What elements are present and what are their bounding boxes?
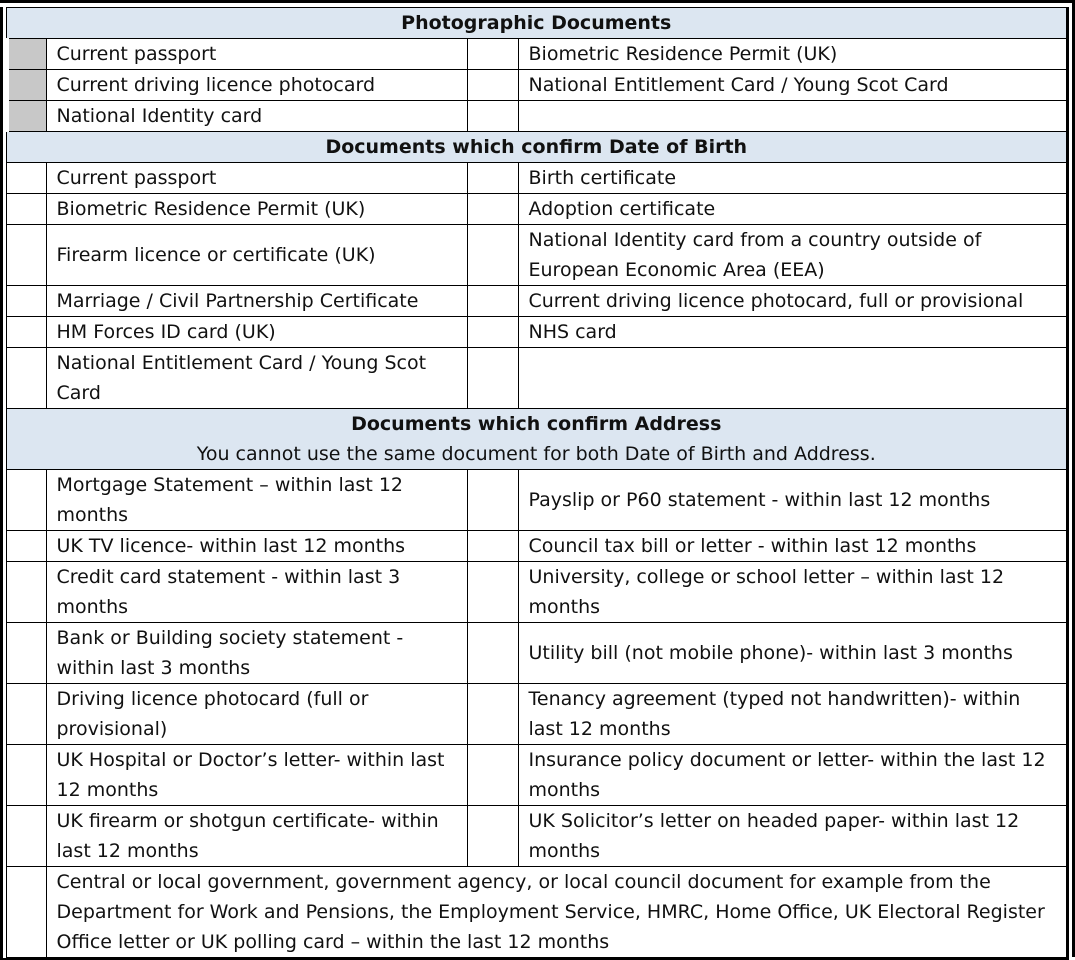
- document-label-right: NHS card: [518, 317, 1067, 348]
- checkbox-right[interactable]: [467, 163, 518, 194]
- checkbox-right[interactable]: [467, 745, 518, 806]
- document-label-full: Central or local government, government agency, or local council document for example from the Department for Work and Pensions, the Employment Service, HMRC, Home Office, UK Electoral Register Office letter or UK polling card – within the last 12 months: [46, 867, 1067, 958]
- document-label-left: Firearm licence or certificate (UK): [46, 225, 467, 286]
- document-label-right: Payslip or P60 statement - within last 12 months: [518, 470, 1067, 531]
- checkbox-left[interactable]: [6, 623, 46, 684]
- checkbox-right[interactable]: [467, 101, 518, 132]
- document-label-right: UK Solicitor’s letter on headed paper- within last 12 months: [518, 806, 1067, 867]
- document-label-right: Utility bill (not mobile phone)- within last 3 months: [518, 623, 1067, 684]
- table-row: [6, 101, 1067, 132]
- document-label-right: Adoption certificate: [518, 194, 1067, 225]
- document-label-left: HM Forces ID card (UK): [46, 317, 467, 348]
- checkbox-left[interactable]: [6, 562, 46, 623]
- document-label-left: Current passport: [46, 163, 467, 194]
- document-label-right: University, college or school letter – within last 12 months: [518, 562, 1067, 623]
- top-border: [0, 0, 1075, 3]
- table-row: [6, 684, 1067, 745]
- checkbox-left[interactable]: [6, 194, 46, 225]
- checkbox-left[interactable]: [6, 163, 46, 194]
- checkbox-left[interactable]: [6, 531, 46, 562]
- checkbox-left[interactable]: [6, 70, 46, 101]
- table-row: [6, 470, 1067, 531]
- document-label-left: Bank or Building society statement - within last 3 months: [46, 623, 467, 684]
- checkbox-right[interactable]: [467, 623, 518, 684]
- table-row: [6, 194, 1067, 225]
- document-label-left: Current passport: [46, 39, 467, 70]
- section-subtitle: You cannot use the same document for both Date of Birth and Address.: [196, 443, 876, 465]
- document-label-left: Mortgage Statement – within last 12 months: [46, 470, 467, 531]
- table-row: [6, 623, 1067, 684]
- document-label-left: National Identity card: [46, 101, 467, 132]
- table-row: [6, 163, 1067, 194]
- table-row: [6, 225, 1067, 286]
- checkbox-left[interactable]: [6, 806, 46, 867]
- section-title: Documents which confirm Date of Birth: [325, 136, 748, 158]
- section-header-cell: [6, 409, 1067, 470]
- checkbox-left[interactable]: [6, 101, 46, 132]
- checkbox-left[interactable]: [6, 348, 46, 409]
- checkbox-left[interactable]: [6, 39, 46, 70]
- checkbox-right[interactable]: [467, 684, 518, 745]
- document-label-left: UK Hospital or Doctor’s letter- within last 12 months: [46, 745, 467, 806]
- table-row: [6, 745, 1067, 806]
- document-label-left: UK TV licence- within last 12 months: [46, 531, 467, 562]
- checkbox-right[interactable]: [467, 531, 518, 562]
- section-header-cell: [6, 132, 1067, 163]
- document-label-right: National Entitlement Card / Young Scot Card: [518, 70, 1067, 101]
- document-label-left: National Entitlement Card / Young Scot Card: [46, 348, 467, 409]
- checkbox-right[interactable]: [467, 470, 518, 531]
- document-label-left: Biometric Residence Permit (UK): [46, 194, 467, 225]
- checkbox-left[interactable]: [6, 684, 46, 745]
- checkbox-right[interactable]: [467, 225, 518, 286]
- checkbox-right[interactable]: [467, 348, 518, 409]
- checkbox-right[interactable]: [467, 806, 518, 867]
- table-row: [6, 806, 1067, 867]
- table-row: [6, 286, 1067, 317]
- table-row: [6, 348, 1067, 409]
- section-header-address: [6, 409, 1067, 470]
- document-label-right: Birth certificate: [518, 163, 1067, 194]
- table-row-full: [6, 867, 1067, 958]
- checkbox-right[interactable]: [467, 286, 518, 317]
- checkbox-left[interactable]: [6, 286, 46, 317]
- checkbox-left[interactable]: [6, 225, 46, 286]
- document-label-left: Credit card statement - within last 3 months: [46, 562, 467, 623]
- checkbox-left[interactable]: [6, 317, 46, 348]
- id-documents-table: [0, 7, 1069, 960]
- checkbox-left[interactable]: [6, 745, 46, 806]
- document-label-left: Current driving licence photocard: [46, 70, 467, 101]
- section-header-photographic: [6, 8, 1067, 39]
- document-label-right: Biometric Residence Permit (UK): [518, 39, 1067, 70]
- table-row: [6, 531, 1067, 562]
- table-row: [6, 317, 1067, 348]
- section-title: Documents which confirm Address: [351, 413, 722, 435]
- document-label-right: Insurance policy document or letter- within the last 12 months: [518, 745, 1067, 806]
- document-label-right: Council tax bill or letter - within last 12 months: [518, 531, 1067, 562]
- document-label-left: UK firearm or shotgun certificate- within last 12 months: [46, 806, 467, 867]
- document-label-right: Tenancy agreement (typed not handwritten)- within last 12 months: [518, 684, 1067, 745]
- checkbox-left[interactable]: [6, 470, 46, 531]
- checkbox-left[interactable]: [6, 867, 46, 958]
- document-label-right: Current driving licence photocard, full or provisional: [518, 286, 1067, 317]
- table-row: [6, 70, 1067, 101]
- checkbox-right[interactable]: [467, 317, 518, 348]
- document-label-right: [518, 348, 1067, 409]
- document-label-left: Marriage / Civil Partnership Certificate: [46, 286, 467, 317]
- checkbox-right[interactable]: [467, 39, 518, 70]
- document-label-left: Driving licence photocard (full or provisional): [46, 684, 467, 745]
- table-row: [6, 39, 1067, 70]
- document-label-right: [518, 101, 1067, 132]
- checkbox-right[interactable]: [467, 70, 518, 101]
- checkbox-right[interactable]: [467, 562, 518, 623]
- section-title: Photographic Documents: [6, 8, 1067, 39]
- section-header-dob: [6, 132, 1067, 163]
- document-label-right: National Identity card from a country outside of European Economic Area (EEA): [518, 225, 1067, 286]
- table-row: [6, 562, 1067, 623]
- checkbox-right[interactable]: [467, 194, 518, 225]
